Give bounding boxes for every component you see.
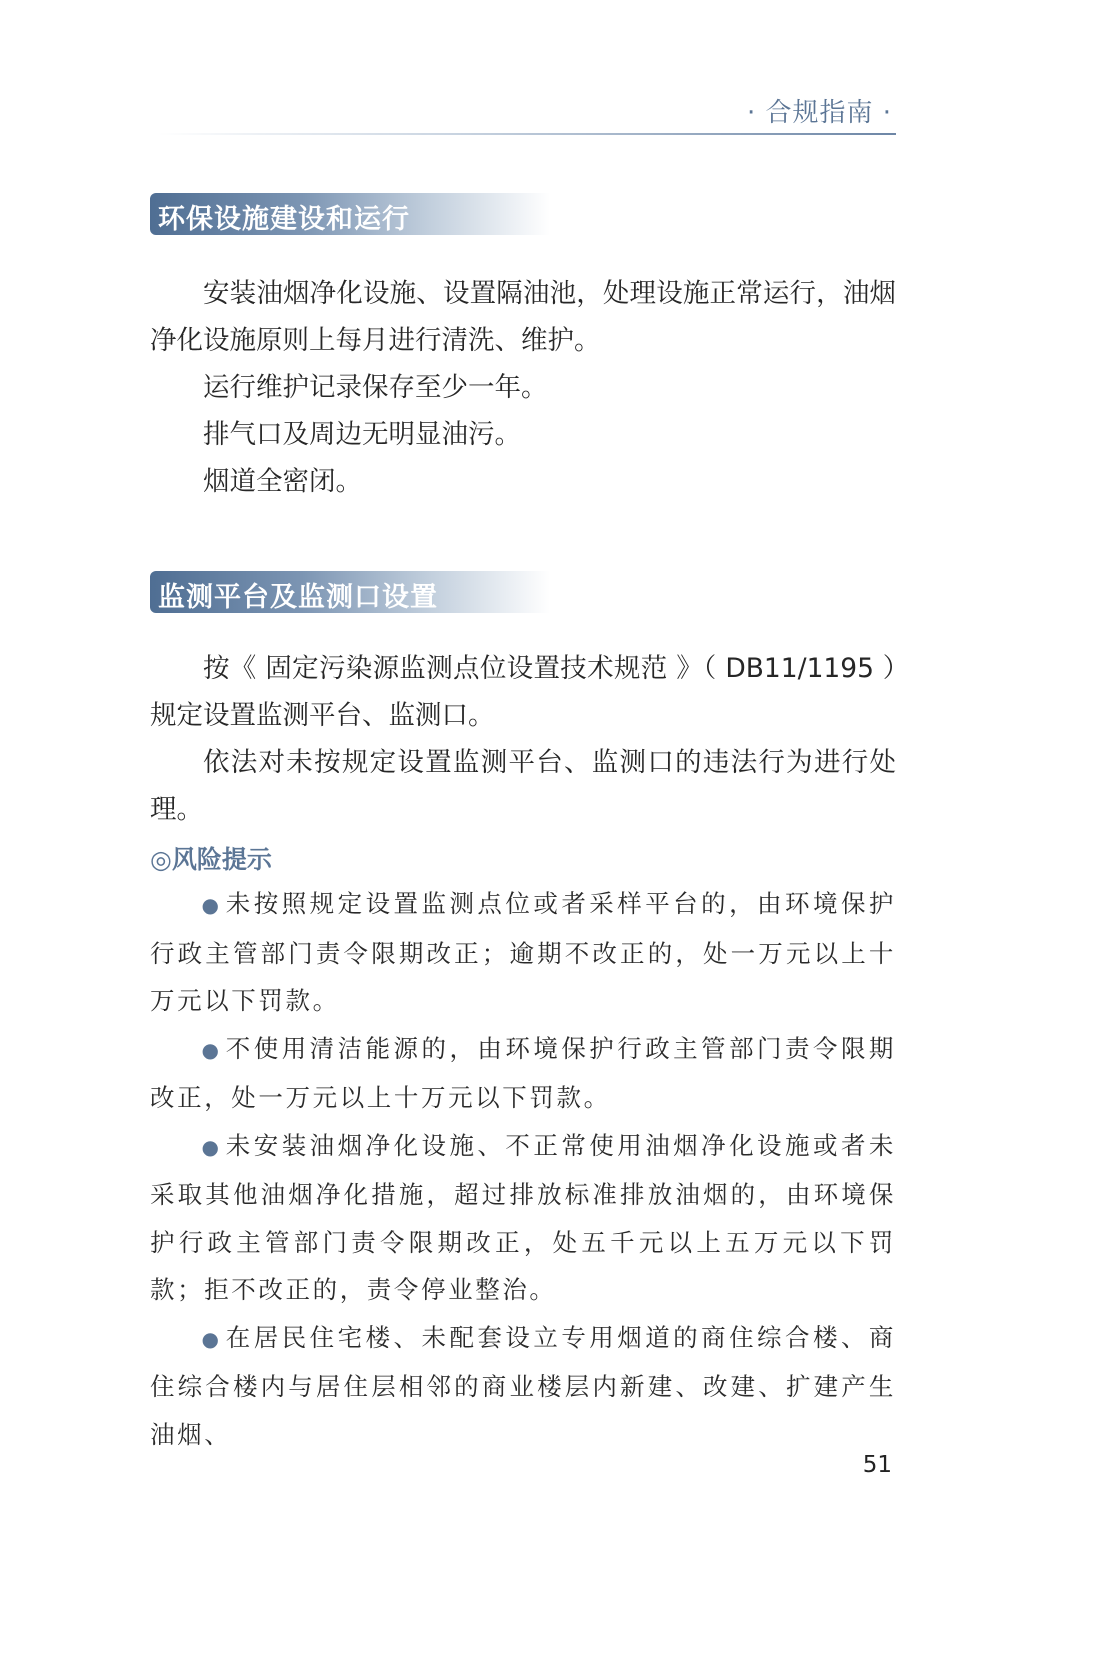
section-heading-monitoring (150, 571, 550, 613)
section-body-monitoring (150, 645, 896, 833)
section-body-facilities (150, 270, 896, 505)
risk-item-text: 未安装油烟净化设施、不正常使用油烟净化设施或者未采取其他油烟净化措施，超过排放标准排放油烟的，由环境保护行政主管部门责令限期改正，处五千元以上五万元以下罚款；拒不改正的，责令停业整治。 (150, 1130, 897, 1304)
risk-title: ◎风险提示 (150, 845, 272, 874)
risk-item-text: 不使用清洁能源的，由环境保护行政主管部门责令限期改正，处一万元以上十万元以下罚款。 (150, 1033, 897, 1112)
bullet-icon: ● (201, 1134, 220, 1159)
risk-list (150, 880, 896, 1458)
header-rule (158, 133, 896, 135)
paragraph: 依法对未按规定设置监测平台、监测口的违法行为进行处理。 (150, 747, 896, 825)
section-heading-label: 监测平台及监测口设置 (158, 582, 438, 613)
running-header: · 合规指南 · (746, 98, 892, 128)
bullet-icon: ● (201, 1037, 220, 1062)
bullet-icon: ● (201, 1326, 220, 1351)
bullet-icon: ● (201, 893, 220, 917)
risk-item-text: 在居民住宅楼、未配套设立专用烟道的商住综合楼、商住综合楼内与居住层相邻的商业楼层内新建、改建、扩建产生油烟、 (150, 1322, 897, 1449)
paragraph: 烟道全密闭。 (203, 466, 362, 497)
risk-item (150, 1025, 896, 1122)
section-heading-label: 环保设施建设和运行 (158, 204, 410, 235)
paragraph: 按《 固定污染源监测点位设置技术规范 》（ DB11/1195 ）规定设置监测平台、监测口。 (150, 653, 896, 731)
section-heading-facilities (150, 193, 550, 235)
paragraph: 运行维护记录保存至少一年。 (203, 372, 548, 403)
paragraph: 安装油烟净化设施、设置隔油池，处理设施正常运行，油烟净化设施原则上每月进行清洗、维护。 (150, 278, 896, 356)
risk-item-text: 未按照规定设置监测点位或者采样平台的，由环境保护行政主管部门责令限期改正；逾期不改正的，处一万元以上十万元以下罚款。 (150, 889, 897, 1015)
risk-item (150, 1122, 896, 1314)
paragraph: 排气口及周边无明显油污。 (203, 419, 521, 450)
risk-item (150, 880, 896, 1025)
risk-item (150, 1314, 896, 1459)
page-number: 51 (862, 1452, 892, 1478)
